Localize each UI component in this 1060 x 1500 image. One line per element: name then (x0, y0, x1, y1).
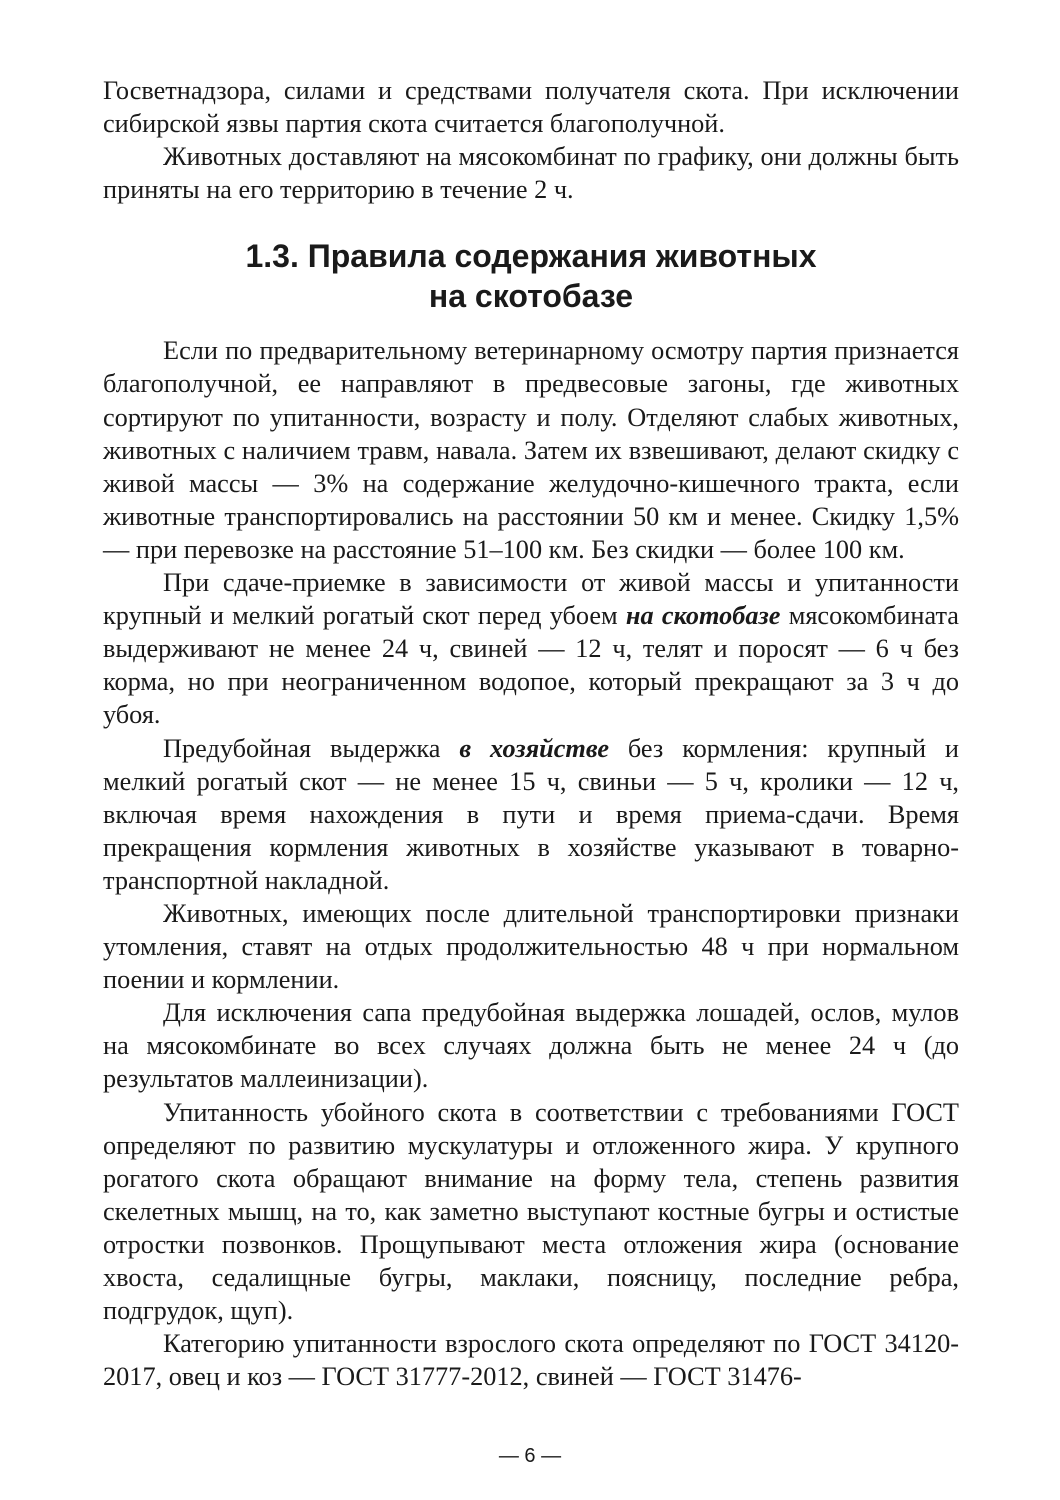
paragraph-continued: Госветнадзора, силами и средствами получателя скота. При исключении сибирской язвы партия скота считается благополучной. (103, 76, 959, 139)
section-heading (103, 236, 959, 316)
section-heading-line1: 1.3. Правила содержания животных (245, 238, 817, 275)
page-number: — 6 — (498, 1445, 562, 1467)
section-heading-line2: на скотобазе (428, 278, 634, 315)
text-run: без кормления: крупный и мелкий рогатый скот — не менее 15 ч, свиньи — 5 ч, кролики — 12 ч, включая время нахождения в пути и время приема-сдачи. Время прекращения кормления животных в хозяйстве указывают в товарно-транспортной накладной. (103, 733, 959, 895)
paragraph-rest: Животных, имеющих после длительной транспортировки признаки утомления, ставят на отдых продолжительностью 48 ч при нормальном поении и кормлении. (103, 898, 959, 995)
paragraph-sorting: Если по предварительному ветеринарному осмотру партия признается благополучной, ее направляют в предвесовые загоны, где животных сортируют по упитанности, возрасту и полу. Отделяют слабых животных, животных с наличием травм, навала. Затем их взвешивают, делают скидку с живой массы — 3% на содержание желудочно-кишечного тракта, если животные транспортировались на расстоянии 50 км и менее. Скидку 1,5% — при перевозке на расстояние 51–100 км. Без скидки — более 100 км. (103, 336, 959, 564)
text-run: мясокомбината выдерживают не менее 24 ч, свиней — 12 ч, телят и поросят — 6 ч без корма, но при неограниченном водопое, который прекращают за 3 ч до убоя. (103, 601, 959, 730)
text-run: Предубойная выдержка (163, 733, 460, 763)
emphasis-text: на скотобазе (625, 601, 781, 631)
paragraph-categories: Категорию упитанности взрослого скота определяют по ГОСТ 34120-2017, овец и коз — ГОСТ 31777-2012, свиней — ГОСТ 31476- (103, 1329, 959, 1392)
paragraph-stockyard-holding (103, 566, 959, 731)
paragraph-delivery-schedule: Животных доставляют на мясокомбинат по графику, они должны быть приняты на его территорию в течение 2 ч. (103, 142, 959, 205)
emphasis-text: в хозяйстве (459, 733, 609, 763)
text-run: При сдаче-приемке в зависимости от живой массы и упитанности крупный и мелкий рогатый скот перед убоем (103, 568, 959, 631)
paragraph-glanders: Для исключения сапа предубойная выдержка лошадей, ослов, мулов на мясокомбинате во всех случаях должна быть не менее 24 ч (до результатов маллеинизации). (103, 998, 959, 1094)
page-content (103, 74, 959, 1393)
paragraph-farm-holding (103, 732, 959, 897)
paragraph-fatness: Упитанность убойного скота в соответствии с требованиями ГОСТ определяют по развитию мускулатуры и отложенного жира. У крупного рогатого скота обращают внимание на форму тела, степень развития скелетных мышц, на то, как заметно выступают костные бугры и остистые отростки позвонков. Прощупывают места отложения жира (основание хвоста, седалищные бугры, маклаки, поясницу, последние ребра, подгрудок, щуп). (103, 1097, 959, 1326)
